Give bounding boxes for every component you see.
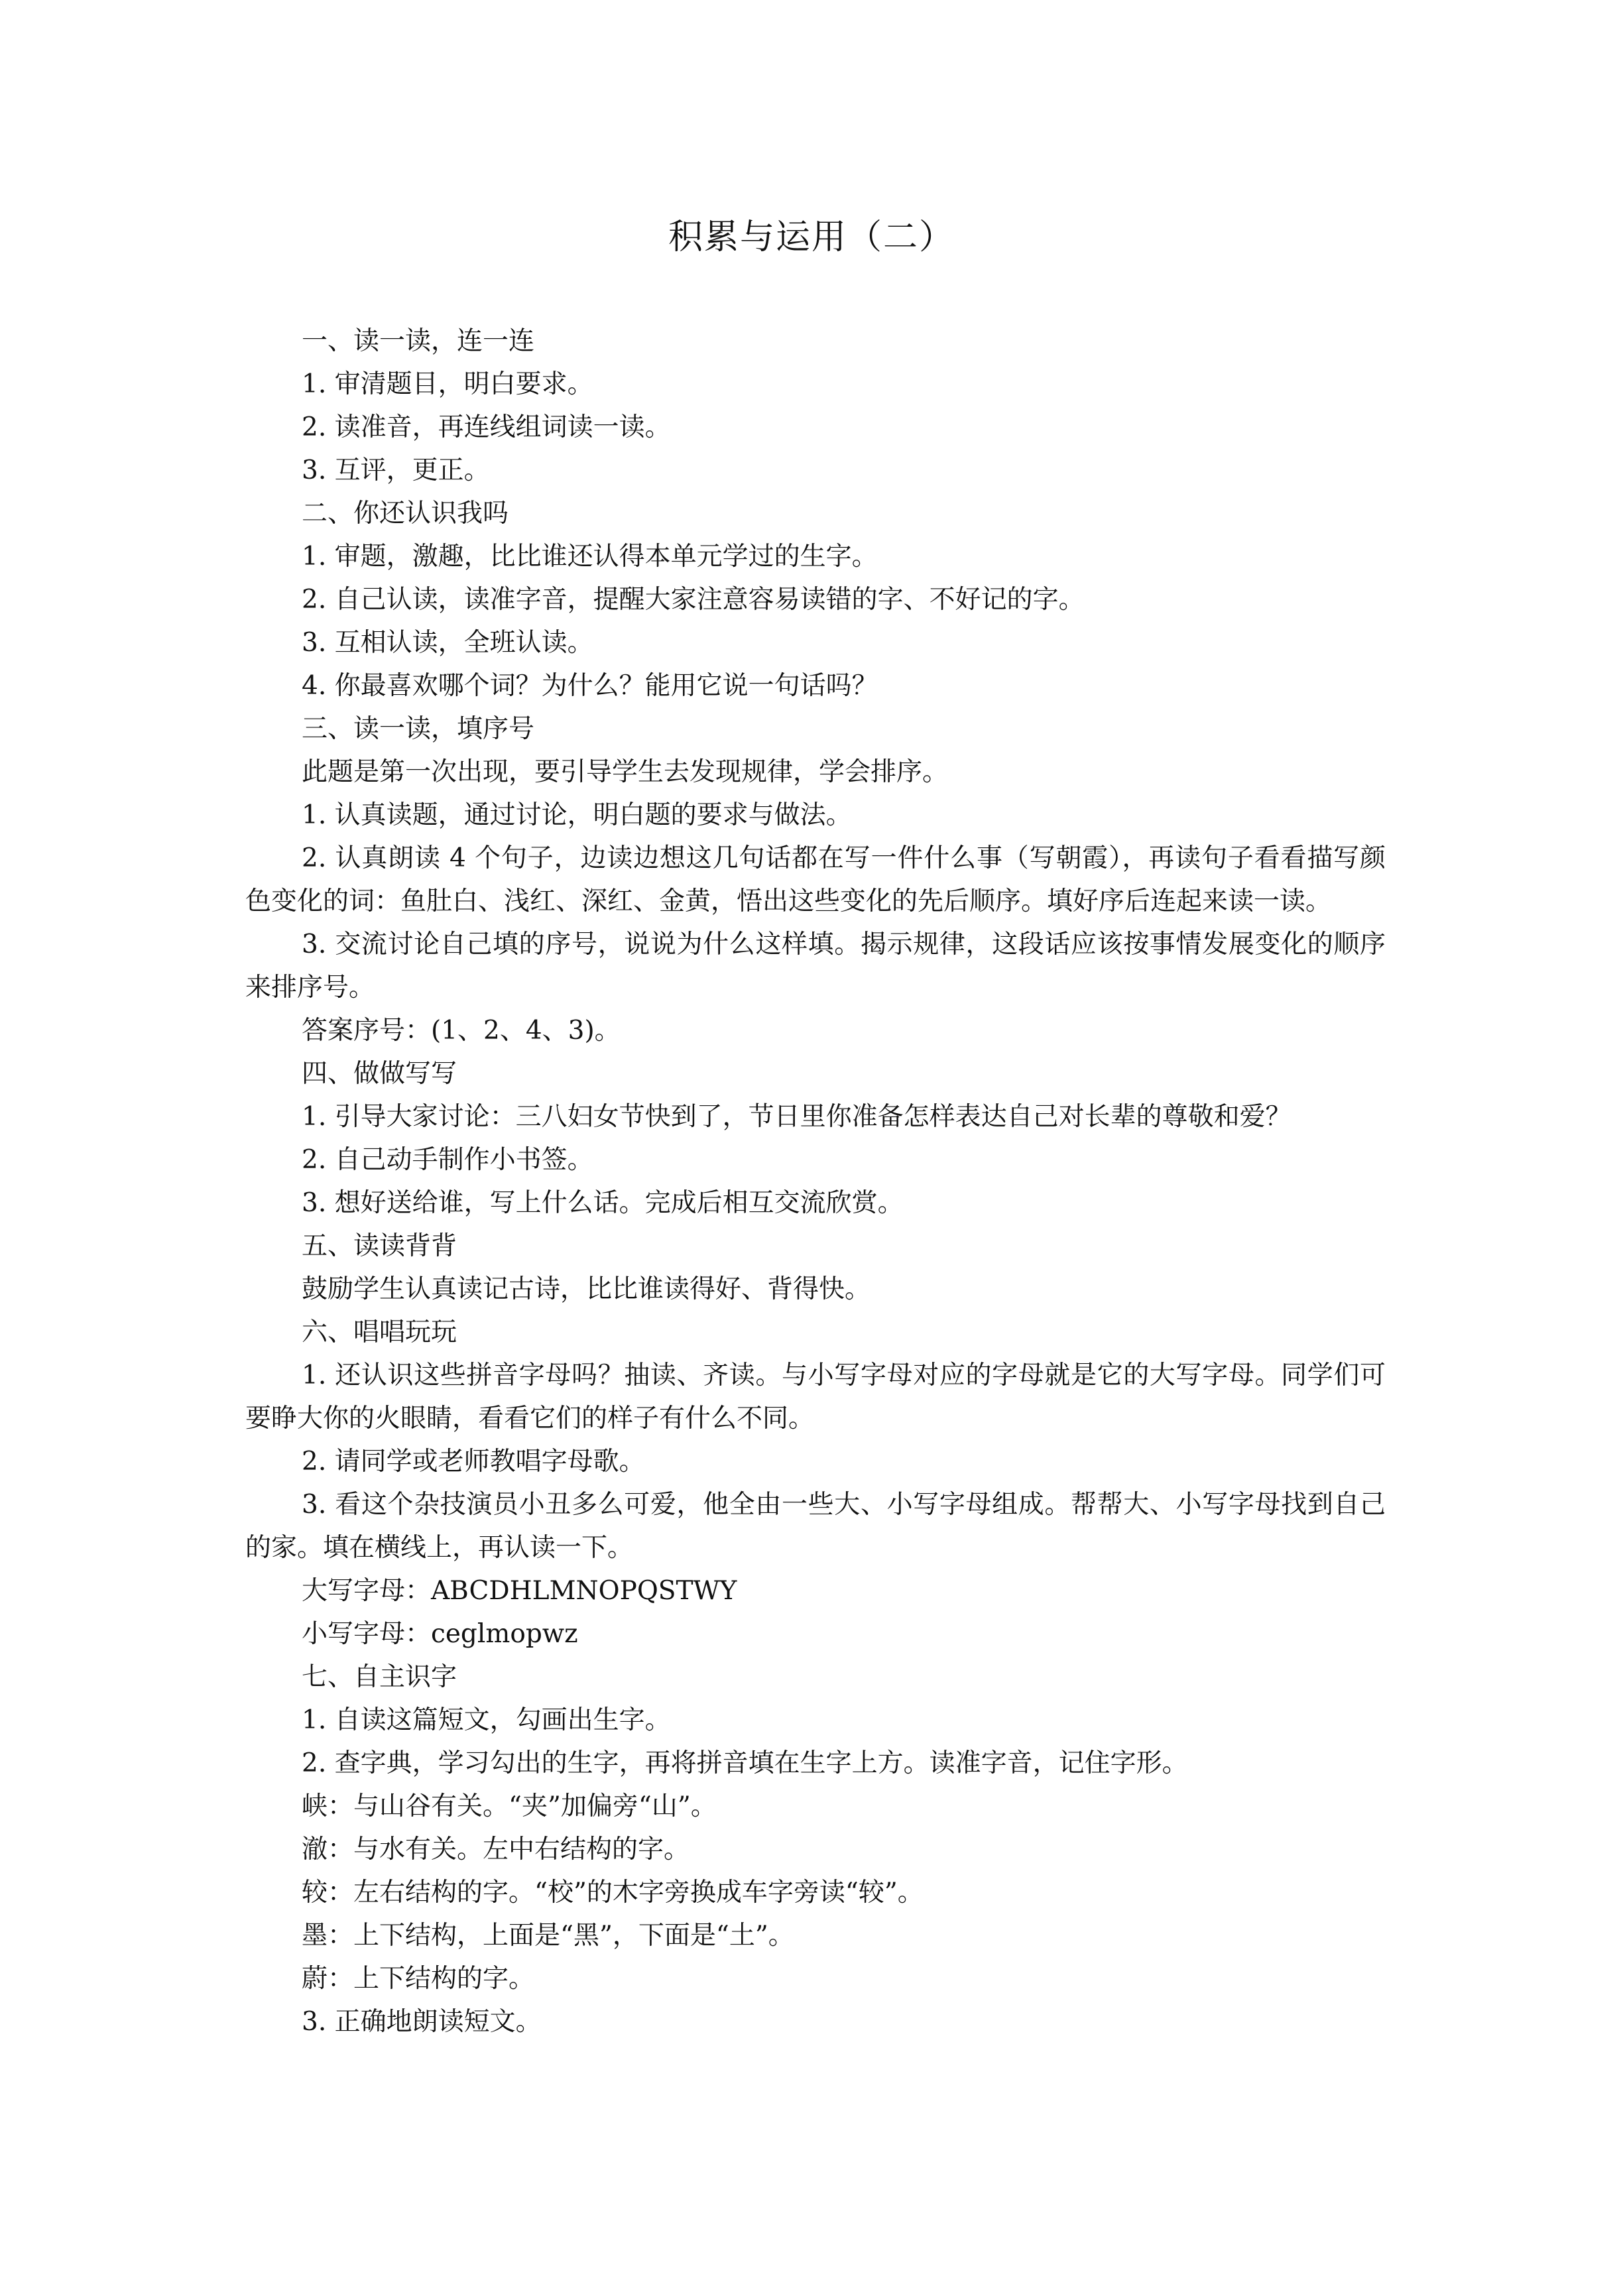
character-note: 蔚：上下结构的字。 xyxy=(302,1964,535,1994)
paragraph: 4. 你最喜欢哪个词？为什么？能用它说一句话吗？ xyxy=(302,671,878,701)
paragraph: 1. 还认识这些拼音字母吗？抽读、齐读。与小写字母对应的字母就是它的大写字母。同学们可要睁大你的火眼睛，看看它们的样子有什么不同。 xyxy=(245,1360,1386,1433)
paragraph: 1. 审清题目，明白要求。 xyxy=(302,369,593,399)
character-note: 峡：与山谷有关。“夹”加偏旁“山”。 xyxy=(302,1791,717,1821)
section-heading-1: 一、读一读，连一连 xyxy=(302,326,535,356)
paragraph: 2. 自己动手制作小书签。 xyxy=(302,1145,593,1175)
section-heading-5: 五、读读背背 xyxy=(302,1231,457,1261)
paragraph: 3. 想好送给谁，写上什么话。完成后相互交流欣赏。 xyxy=(302,1188,904,1218)
character-note: 较：左右结构的字。“校”的木字旁换成车字旁读“较”。 xyxy=(302,1878,924,1907)
paragraph: 3. 交流讨论自己填的序号，说说为什么这样填。揭示规律，这段话应该按事情发展变化的顺序来排序号。 xyxy=(245,930,1386,1002)
paragraph: 2. 请同学或老师教唱字母歌。 xyxy=(302,1447,645,1477)
paragraph: 3. 互评，更正。 xyxy=(302,455,490,485)
document-body xyxy=(245,320,1386,2043)
paragraph: 1. 认真读题，通过讨论，明白题的要求与做法。 xyxy=(302,800,852,830)
paragraph: 2. 自己认读，读准字音，提醒大家注意容易读错的字、不好记的字。 xyxy=(302,585,1085,615)
paragraph: 此题是第一次出现，要引导学生去发现规律，学会排序。 xyxy=(302,757,949,787)
section-heading-4: 四、做做写写 xyxy=(302,1059,457,1089)
section-heading-6: 六、唱唱玩玩 xyxy=(302,1317,457,1347)
page-title: 积累与运用（二） xyxy=(668,217,955,257)
paragraph: 鼓励学生认真读记古诗，比比谁读得好、背得快。 xyxy=(302,1274,871,1304)
lowercase-letters-line: 小写字母：ceglmopwz xyxy=(302,1619,578,1649)
paragraph: 2. 查字典，学习勾出的生字，再将拼音填在生字上方。读准字音，记住字形。 xyxy=(302,1748,1188,1778)
paragraph: 1. 审题，激趣，比比谁还认得本单元学过的生字。 xyxy=(302,542,878,572)
paragraph: 3. 看这个杂技演员小丑多么可爱，他全由一些大、小写字母组成。帮帮大、小写字母找到自己的家。填在横线上，再认读一下。 xyxy=(245,1490,1386,1563)
section-heading-3: 三、读一读，填序号 xyxy=(302,714,535,744)
uppercase-letters-line: 大写字母：ABCDHLMNOPQSTWY xyxy=(302,1576,737,1606)
answer-line: 答案序号：(1、2、4、3)。 xyxy=(302,1016,621,1046)
paragraph: 2. 认真朗读 4 个句子，边读边想这几句话都在写一件什么事（写朝霞），再读句子看看描写颜色变化的词：鱼肚白、浅红、深红、金黄，悟出这些变化的先后顺序。填好序后连起来读一读。 xyxy=(245,843,1386,916)
character-note: 墨：上下结构，上面是“黑”，下面是“土”。 xyxy=(302,1921,794,1951)
section-heading-7: 七、自主识字 xyxy=(302,1662,457,1692)
paragraph: 1. 自读这篇短文，勾画出生字。 xyxy=(302,1705,671,1735)
paragraph: 2. 读准音，再连线组词读一读。 xyxy=(302,412,671,442)
paragraph: 1. 引导大家讨论：三八妇女节快到了，节日里你准备怎样表达自己对长辈的尊敬和爱？ xyxy=(302,1102,1292,1132)
paragraph: 3. 正确地朗读短文。 xyxy=(302,2007,542,2037)
character-note: 澈：与水有关。左中右结构的字。 xyxy=(302,1835,690,1864)
section-heading-2: 二、你还认识我吗 xyxy=(302,499,509,528)
paragraph: 3. 互相认读，全班认读。 xyxy=(302,628,593,658)
